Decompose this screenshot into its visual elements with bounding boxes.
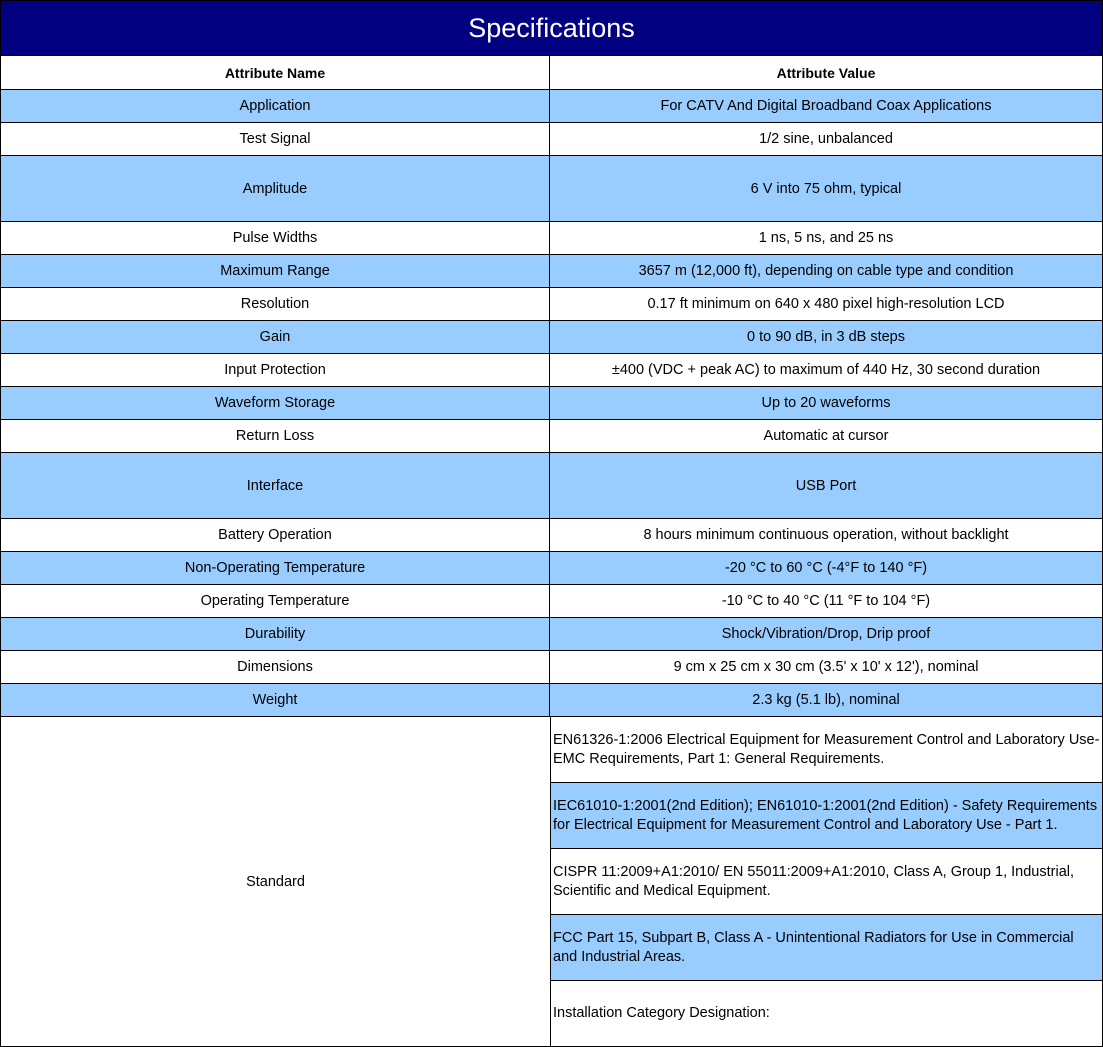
table-row — [1, 222, 1102, 255]
standard-item: FCC Part 15, Subpart B, Class A - Unintentional Radiators for Use in Commercial and Industrial Areas. — [551, 915, 1102, 981]
table-row — [1, 90, 1102, 123]
attribute-value: -10 °C to 40 °C (11 °F to 104 °F) — [721, 593, 931, 609]
table-row — [1, 618, 1102, 651]
attribute-value: 8 hours minimum continuous operation, without backlight — [643, 527, 1009, 543]
attribute-value: Automatic at cursor — [763, 428, 889, 444]
table-row — [1, 585, 1102, 618]
table-row — [1, 255, 1102, 288]
attribute-value: 6 V into 75 ohm, typical — [750, 180, 902, 197]
attribute-name: Durability — [1, 618, 550, 650]
attribute-value: ±400 (VDC + peak AC) to maximum of 440 Hz, 30 second duration — [611, 362, 1041, 378]
table-row — [1, 354, 1102, 387]
attribute-value: Up to 20 waveforms — [761, 395, 891, 411]
table-row — [1, 321, 1102, 354]
table-row — [1, 288, 1102, 321]
table-row — [1, 156, 1102, 222]
header-attribute-value: Attribute Value — [776, 64, 876, 81]
attribute-name: Test Signal — [1, 123, 550, 155]
attribute-name: Non-Operating Temperature — [1, 552, 550, 584]
standard-item: EN61326-1:2006 Electrical Equipment for Measurement Control and Laboratory Use-EMC Requirements, Part 1: General Requirements. — [551, 717, 1102, 783]
attribute-value: -20 °C to 60 °C (-4°F to 140 °F) — [724, 560, 928, 576]
attribute-value: For CATV And Digital Broadband Coax Applications — [660, 98, 992, 114]
attribute-name: Return Loss — [1, 420, 550, 452]
attribute-name: Waveform Storage — [1, 387, 550, 419]
attribute-name: Weight — [1, 684, 550, 716]
standard-item: CISPR 11:2009+A1:2010/ EN 55011:2009+A1:2010, Class A, Group 1, Industrial, Scientific and Medical Equipment. — [551, 849, 1102, 915]
attribute-value: 3657 m (12,000 ft), depending on cable type and condition — [638, 263, 1014, 279]
attribute-name: Maximum Range — [1, 255, 550, 287]
attribute-name: Dimensions — [1, 651, 550, 683]
table-row — [1, 651, 1102, 684]
table-row — [1, 519, 1102, 552]
table-row — [1, 123, 1102, 156]
attribute-value: 1 ns, 5 ns, and 25 ns — [758, 230, 894, 246]
attribute-value: 0.17 ft minimum on 640 x 480 pixel high-resolution LCD — [647, 296, 1005, 312]
attribute-value: Shock/Vibration/Drop, Drip proof — [721, 626, 931, 642]
attribute-name: Interface — [1, 453, 550, 518]
attribute-value: 1/2 sine, unbalanced — [759, 131, 893, 147]
header-attribute-name: Attribute Name — [1, 56, 550, 89]
attribute-name: Amplitude — [1, 156, 550, 221]
header-row — [1, 56, 1102, 90]
attribute-name: Resolution — [1, 288, 550, 320]
standard-item: IEC61010-1:2001(2nd Edition); EN61010-1:2001(2nd Edition) - Safety Requirements for Electrical Equipment for Measurement Control and Laboratory Use - Part 1. — [551, 783, 1102, 849]
attribute-name: Gain — [1, 321, 550, 353]
page-title: Specifications — [1, 0, 1102, 56]
table-row — [1, 552, 1102, 585]
attribute-name: Application — [1, 90, 550, 122]
table-row — [1, 453, 1102, 519]
attribute-name: Input Protection — [1, 354, 550, 386]
attribute-value: 0 to 90 dB, in 3 dB steps — [747, 329, 905, 345]
standard-list — [551, 717, 1102, 1046]
standard-item: Installation Category Designation: — [551, 981, 1102, 1046]
table-row — [1, 387, 1102, 420]
attribute-name: Battery Operation — [1, 519, 550, 551]
standard-row — [1, 717, 1102, 1047]
attribute-name: Operating Temperature — [1, 585, 550, 617]
table-row — [1, 684, 1102, 717]
attribute-value: USB Port — [795, 477, 857, 494]
attribute-value: 2.3 kg (5.1 lb), nominal — [752, 692, 900, 708]
attribute-name: Pulse Widths — [1, 222, 550, 254]
attribute-name-standard: Standard — [1, 717, 551, 1046]
attribute-value: 9 cm x 25 cm x 30 cm (3.5' x 10' x 12'), nominal — [673, 659, 979, 675]
table-row — [1, 420, 1102, 453]
